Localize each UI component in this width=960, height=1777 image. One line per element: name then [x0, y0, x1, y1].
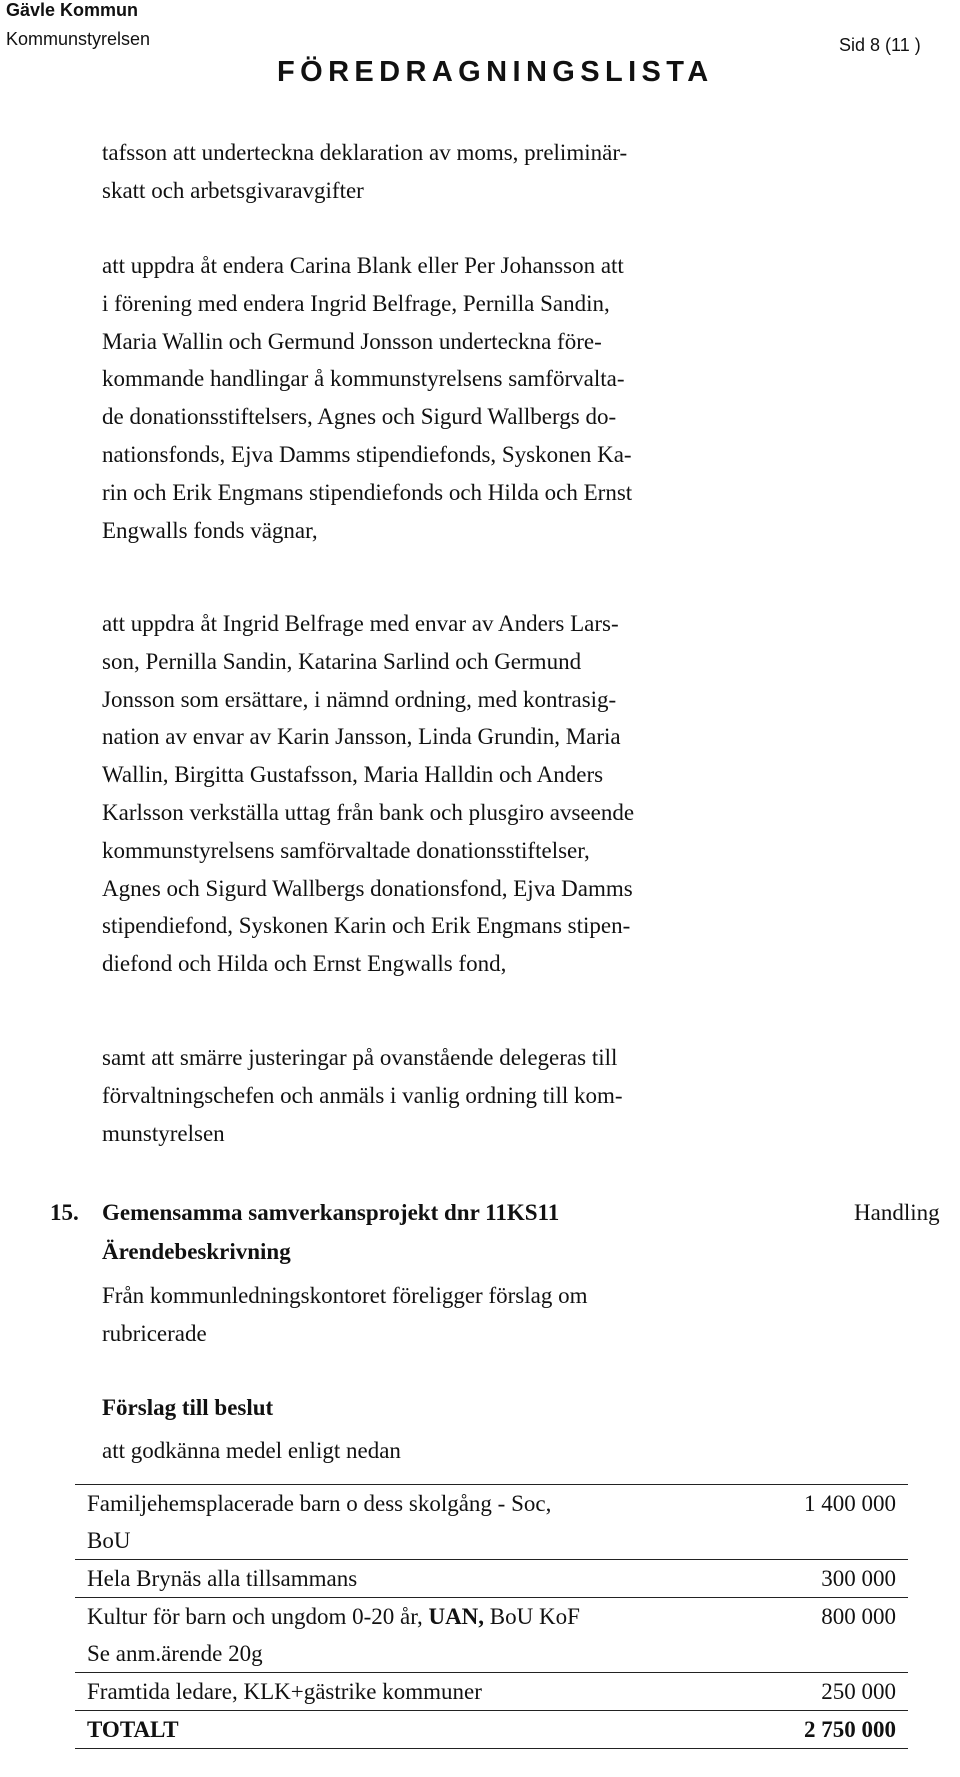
table-row — [75, 1485, 908, 1560]
paragraph-line: tafsson att underteckna deklaration av moms, preliminär- — [102, 140, 628, 165]
paragraph-line: kommunstyrelsens samförvaltade donationsstiftelser, — [102, 837, 590, 863]
table-total-amount: 2 750 000 — [707, 1711, 908, 1749]
paragraph-line: nationsfonds, Ejva Damms stipendiefonds, Syskonen Ka- — [102, 441, 632, 467]
table-total-label: TOTALT — [75, 1711, 707, 1749]
paragraph-line: Karlsson verkställa uttag från bank och plusgiro avseende — [102, 799, 635, 825]
paragraph-line: att uppdra åt Ingrid Belfrage med envar av Anders Lars- — [102, 611, 619, 636]
paragraph-line: munstyrelsen — [102, 1120, 225, 1146]
paragraph-signing-documents — [102, 247, 742, 549]
proposal-text — [102, 1432, 742, 1470]
document-title: FÖREDRAGNINGSLISTA — [277, 56, 714, 88]
paragraph-line: samt att smärre justeringar på ovanstående delegeras till — [102, 1045, 618, 1070]
table-cell-amount: 800 000 — [707, 1598, 908, 1673]
department-name: Kommunstyrelsen — [6, 29, 151, 49]
table-cell-amount: 1 400 000 — [707, 1485, 908, 1560]
table-cell-description: Hela Brynäs alla tillsammans — [75, 1560, 707, 1598]
paragraph-delegation — [102, 1039, 742, 1152]
paragraph-line: diefond och Hilda och Ernst Engwalls fond, — [102, 951, 507, 977]
paragraph-line: i förening med endera Ingrid Belfrage, Pernilla Sandin, — [102, 290, 610, 316]
table-cell-description: Familjehemsplacerade barn o dess skolgång - Soc, BoU — [75, 1485, 707, 1560]
budget-table — [75, 1484, 908, 1749]
description-heading: Ärendebeskrivning — [102, 1239, 291, 1264]
paragraph-line: Wallin, Birgitta Gustafsson, Maria Halldin och Anders — [102, 762, 604, 788]
paragraph-line: son, Pernilla Sandin, Katarina Sarlind och Germund — [102, 648, 582, 674]
paragraph-line: skatt och arbetsgivaravgifter — [102, 177, 364, 203]
table-cell-description: Framtida ledare, KLK+gästrike kommuner — [75, 1673, 707, 1711]
organization-name: Gävle Kommun — [6, 0, 139, 20]
paragraph-line: stipendiefond, Syskonen Karin och Erik Engmans stipen- — [102, 913, 631, 939]
item-heading: Gemensamma samverkansprojekt dnr 11KS11 — [102, 1200, 560, 1225]
table-row — [75, 1673, 908, 1711]
paragraph-line: kommande handlingar å kommunstyrelsens samförvalta- — [102, 366, 625, 392]
table-cell-description: Kultur för barn och ungdom 0-20 år, UAN, BoU KoF Se anm.ärende 20g — [75, 1598, 707, 1673]
paragraph-line: förvaltningschefen och anmäls i vanlig ordning till kom- — [102, 1082, 623, 1108]
paragraph-line: Jonsson som ersättare, i nämnd ordning, med kontrasig- — [102, 686, 617, 712]
table-row — [75, 1598, 908, 1673]
paragraph-line: Från kommunledningskontoret föreligger förslag om — [102, 1283, 588, 1308]
table-total-row — [75, 1711, 908, 1749]
proposal-heading: Förslag till beslut — [102, 1395, 274, 1420]
table-cell-amount: 250 000 — [707, 1673, 908, 1711]
paragraph-line: att uppdra åt endera Carina Blank eller Per Johansson att — [102, 253, 624, 278]
paragraph-line: Maria Wallin och Germund Jonsson underteckna före- — [102, 328, 602, 354]
table-cell-amount: 300 000 — [707, 1560, 908, 1598]
paragraph-bank-withdrawal — [102, 605, 742, 983]
paragraph-line: Engwalls fonds vägnar, — [102, 517, 318, 543]
row-desc-line: Kultur för barn och ungdom 0-20 år, UAN, BoU KoF — [87, 1604, 580, 1629]
page-indicator: Sid 8 (11 ) — [839, 35, 921, 55]
paragraph-line: Agnes och Sigurd Wallbergs donationsfond, Ejva Damms — [102, 875, 633, 901]
paragraph-line: att godkänna medel enligt nedan — [102, 1438, 401, 1463]
item-tag: Handling — [854, 1200, 940, 1225]
table-row — [75, 1560, 908, 1598]
paragraph-line: rin och Erik Engmans stipendiefonds och Hilda och Ernst — [102, 479, 633, 505]
paragraph-signing-tax — [102, 134, 742, 210]
paragraph-line: de donationsstiftelsers, Agnes och Sigurd Wallbergs do- — [102, 404, 617, 430]
paragraph-line: rubricerade — [102, 1320, 207, 1346]
item-number: 15. — [50, 1200, 79, 1225]
description-text — [102, 1277, 742, 1353]
paragraph-line: nation av envar av Karin Jansson, Linda Grundin, Maria — [102, 724, 621, 750]
